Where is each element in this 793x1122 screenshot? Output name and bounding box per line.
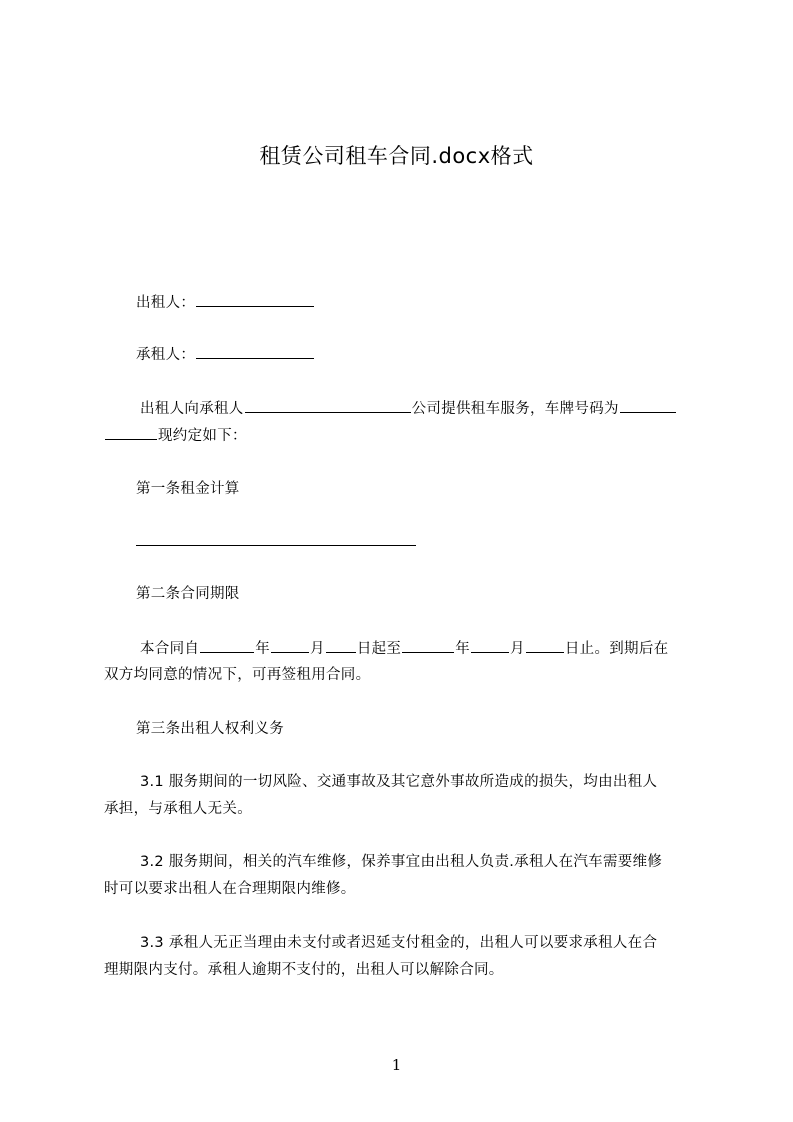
article3-heading: 第三条出租人权利义务 bbox=[136, 721, 284, 737]
clause-3-3-line-2: 理期限内支付。承租人逾期不支付的，出租人可以解除合同。 bbox=[104, 962, 504, 978]
page-number: 1 bbox=[391, 1056, 402, 1074]
lessee-company-blank bbox=[245, 398, 411, 413]
plate-number-blank bbox=[620, 398, 676, 413]
end-year-blank bbox=[402, 638, 454, 653]
month-label-2: 月 bbox=[510, 641, 525, 657]
plate-number-blank-cont bbox=[105, 425, 157, 440]
clause-3-1-line-2: 承担，与承租人无关。 bbox=[104, 801, 252, 817]
day-from-label: 日起至 bbox=[356, 641, 402, 657]
clause-3-1-line-1: 3.1 服务期间的一切风险、交通事故及其它意外事故所造成的损失，均由出租人 bbox=[140, 774, 658, 790]
day-to-label: 日止。到期后在 bbox=[564, 641, 669, 657]
article1-heading: 第一条租金计算 bbox=[136, 481, 240, 497]
intro-part1: 出租人向承租人 bbox=[140, 401, 244, 417]
lessor-label: 出租人： bbox=[136, 295, 196, 311]
lessee-line bbox=[136, 344, 315, 365]
lessee-label: 承租人： bbox=[136, 347, 196, 363]
year-label-2: 年 bbox=[455, 641, 471, 657]
intro-part2: 公司提供租车服务，车牌号码为 bbox=[411, 401, 619, 417]
lessee-blank bbox=[196, 344, 314, 359]
term-from-label: 本合同自 bbox=[140, 641, 200, 657]
clause-3-2-line-1: 3.2 服务期间，相关的汽车维修，保养事宜由出租人负责.承租人在汽车需要维修 bbox=[140, 854, 663, 870]
year-label: 年 bbox=[255, 641, 271, 657]
month-label: 月 bbox=[310, 641, 325, 657]
end-month-blank bbox=[471, 638, 509, 653]
lessor-line bbox=[136, 292, 315, 313]
article2-line-1 bbox=[140, 638, 668, 659]
clause-3-2-line-2: 时可以要求出租人在合理期限内维修。 bbox=[104, 881, 356, 897]
start-year-blank bbox=[200, 638, 254, 653]
intro-line-2 bbox=[104, 425, 247, 446]
rent-calculation-blank bbox=[136, 545, 416, 546]
intro-part3: 现约定如下： bbox=[158, 428, 247, 444]
clause-3-3-line-1: 3.3 承租人无正当理由未支付或者迟延支付租金的，出租人可以要求承租人在合 bbox=[140, 935, 658, 951]
article2-line-2: 双方均同意的情况下，可再签租用合同。 bbox=[104, 667, 371, 683]
document-title: 租赁公司租车合同.docx格式 bbox=[259, 144, 534, 168]
start-month-blank bbox=[271, 638, 309, 653]
lessor-blank bbox=[196, 292, 314, 307]
end-day-blank bbox=[526, 638, 564, 653]
intro-line-1 bbox=[140, 398, 677, 419]
start-day-blank bbox=[326, 638, 356, 653]
article2-heading: 第二条合同期限 bbox=[136, 586, 240, 602]
